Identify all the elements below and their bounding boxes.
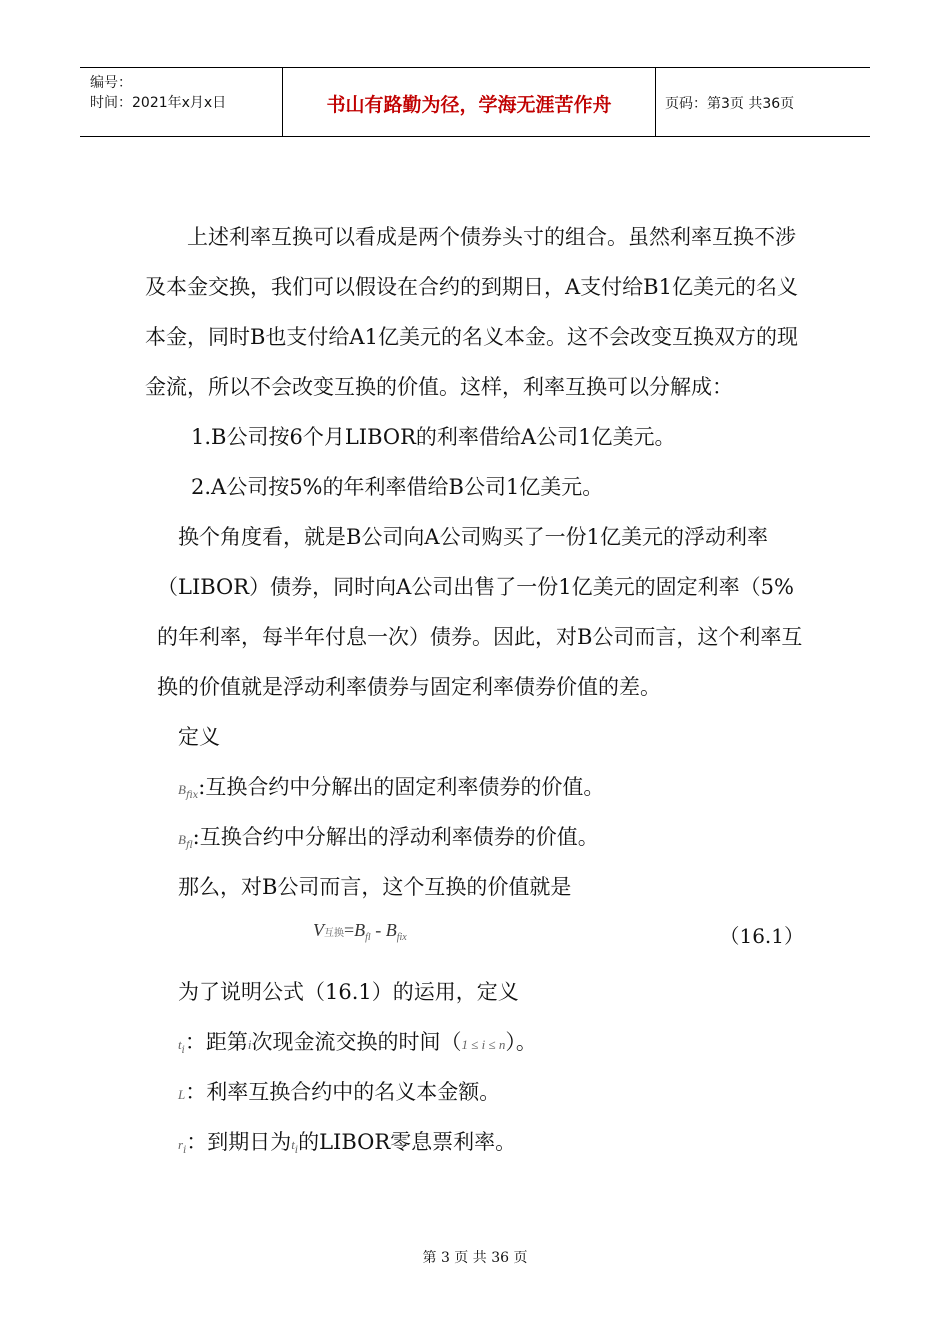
list-item-2: 2.A公司按5%的年利率借给B公司1亿美元。 [191, 475, 604, 499]
ri-t-subscript: i [294, 1145, 299, 1156]
ti-text-2: 次现金流交换的时间（ [251, 1030, 462, 1054]
ti-text-3: ）。 [505, 1030, 537, 1054]
equation-number: （16.1） [719, 924, 804, 948]
document-time-label: 时间：2021年x月x日 [90, 95, 227, 111]
paragraph-swap-decomposition: 上述利率互换可以看成是两个债券头寸的组合。虽然利率互换不涉及本金交换，我们可以假设在合约的到期日，A支付给B1亿美元的名义本金，同时B也支付给A1亿美元的名义本金。这不会改变互换双方的现金流，所以不会改变互换的价值。这样，利率互换可以分解成： [145, 225, 798, 399]
bfl-symbol: B [178, 832, 186, 847]
bfix-symbol: B [178, 782, 186, 797]
ti-range: 1 ≤ i ≤ n [461, 1037, 506, 1052]
header-page-info: 页码：第3页 共36页 [665, 96, 795, 112]
formula-v-symbol: V [313, 920, 324, 940]
equation-16-1 [145, 912, 810, 967]
page-header [80, 67, 870, 137]
list-item-1: 1.B公司按6个月LIBOR的利率借给A公司1亿美元。 [191, 425, 676, 449]
bfix-subscript: fix [185, 790, 199, 801]
formula-minus: - [370, 920, 386, 940]
ri-text-1: ：到期日为 [186, 1130, 292, 1154]
document-number-label: 编号： [90, 75, 132, 91]
ti-text-1: ：距第 [184, 1030, 248, 1054]
formula-bfix-symbol: B [385, 920, 397, 940]
paragraph-swap-value-intro: 那么，对B公司而言，这个互换的价值就是 [178, 875, 572, 899]
page-footer: 第 3 页 共 36 页 [422, 1250, 528, 1266]
l-symbol: L [178, 1087, 186, 1102]
formula-bfl-symbol: B [354, 920, 366, 940]
definition-ri [145, 1117, 810, 1167]
ri-text-2: 的LIBOR零息票利率。 [298, 1130, 517, 1154]
bfl-subscript: fl [185, 840, 193, 851]
paragraph-alternative-view: 换个角度看，就是B公司向A公司购买了一份1亿美元的浮动利率（LIBOR）债券，同时向A公司出售了一份1亿美元的固定利率（5%的年利率，每半年付息一次）债券。因此，对B公司而言，这个利率互换的价值就是浮动利率债券与固定利率债券价值的差。 [157, 525, 803, 699]
document-body [145, 212, 810, 1167]
header-motto: 书山有路勤为径，学海无涯苦作舟 [326, 94, 612, 116]
l-description: ：利率互换合约中的名义本金额。 [185, 1080, 501, 1104]
formula-bfl-subscript: fl [365, 932, 371, 943]
header-left-cell [80, 68, 282, 136]
paragraph-formula-usage: 为了说明公式（16.1）的运用，定义 [178, 980, 519, 1004]
header-motto-cell [282, 68, 656, 136]
definition-ti [145, 1017, 810, 1067]
formula-equals: = [344, 920, 355, 940]
ri-subscript: i [183, 1145, 187, 1156]
ri-symbol: r [178, 1137, 184, 1152]
bfix-description: :互换合约中分解出的固定利率债券的价值。 [198, 775, 605, 799]
bfl-description: :互换合约中分解出的浮动利率债券的价值。 [192, 825, 599, 849]
definition-l [145, 1067, 810, 1117]
formula-swap-value [313, 920, 407, 943]
ri-t-symbol: t [291, 1137, 295, 1152]
formula-bfix-subscript: fix [396, 932, 407, 943]
definition-bfix [145, 762, 810, 812]
formula-v-subscript: 互换 [324, 928, 344, 939]
ti-index-i: i [247, 1037, 252, 1052]
ti-symbol: t [178, 1037, 182, 1052]
ti-subscript: i [181, 1045, 185, 1056]
header-right-cell [655, 68, 870, 136]
define-heading: 定义 [178, 725, 220, 749]
definition-bfl [145, 812, 810, 862]
